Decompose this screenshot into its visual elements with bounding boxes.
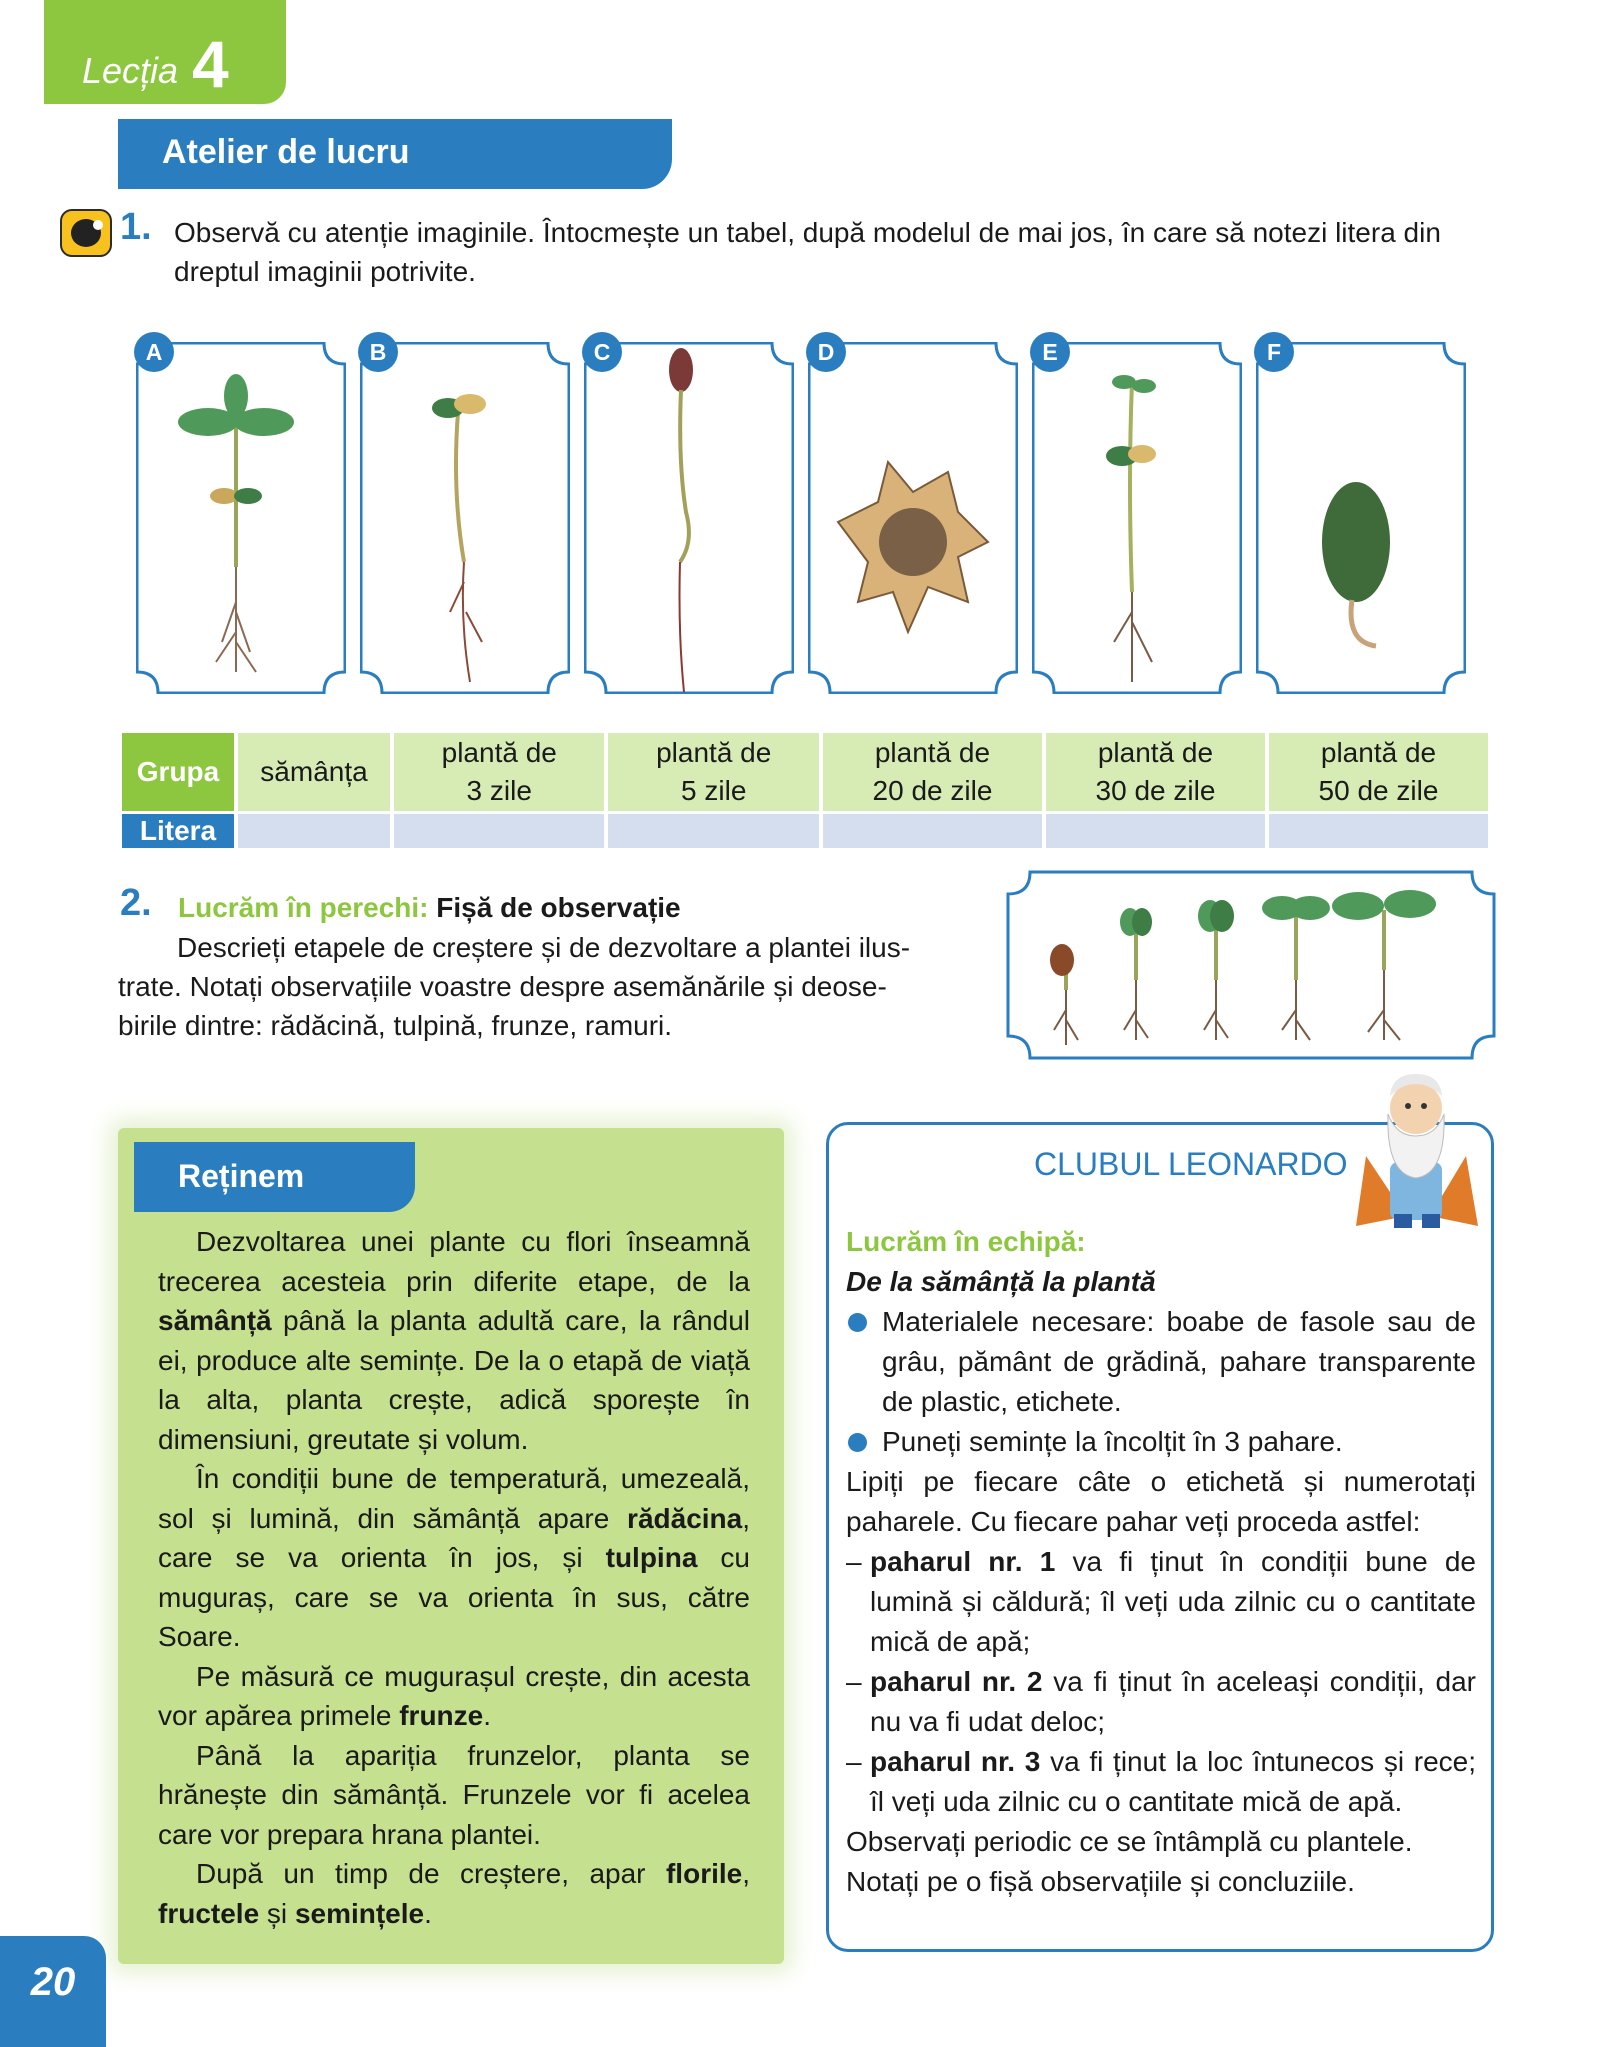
table-empty-cell[interactable] — [823, 814, 1042, 848]
table-cell: plantă de 5 zile — [608, 733, 818, 811]
seed-d — [808, 342, 1018, 694]
task2-number: 2. — [120, 882, 152, 924]
table-row — [122, 814, 1488, 848]
task2-heading — [178, 888, 681, 927]
card-label: B — [358, 332, 398, 372]
task2-line: birile dintre: rădăcină, tulpină, frunze, ramuri. — [118, 1010, 673, 1041]
card-a — [136, 339, 346, 694]
plant-seedling-a — [136, 342, 346, 694]
table-empty-cell[interactable] — [394, 814, 604, 848]
groups-table — [118, 730, 1492, 851]
club-title: CLUBUL LEONARDO — [1034, 1146, 1348, 1182]
table-cell: plantă de 50 de zile — [1269, 733, 1488, 811]
club-team-label: Lucrăm în echipă: — [846, 1226, 1086, 1257]
card-c — [584, 339, 794, 694]
section-title: Atelier de lucru — [118, 119, 672, 189]
table-header-group: Grupa — [122, 733, 234, 811]
paragraph: Până la apariția frunzelor, planta se hrănește din sămânță. Frunzele vor fi acelea care vor prepara hrana plantei. — [158, 1739, 750, 1850]
task2-line: trate. Notați observațiile voastre despre asemănările și deose- — [118, 971, 887, 1002]
writing-task-icon — [60, 209, 112, 257]
retinem-title: Reținem — [134, 1142, 415, 1212]
table-header-letter: Litera — [122, 814, 234, 848]
lesson-word: Lecția — [82, 50, 179, 91]
plant-seedling-b — [360, 342, 570, 694]
plant-seedling-c — [584, 342, 794, 694]
list-item: Puneți semințe la încolțit în 3 pahare. — [846, 1422, 1476, 1462]
table-row — [122, 733, 1488, 811]
club-text — [846, 1222, 1476, 1902]
retinem-text — [158, 1222, 750, 1933]
paragraph: În condiții bune de temperatură, umezeală, sol și lumină, din sămânță apare rădăcina, care se va orienta în jos, și tulpina cu muguraș, care se va orienta în sus, către Soare. — [158, 1463, 750, 1652]
leonardo-mascot-icon — [1346, 1066, 1486, 1234]
table-empty-cell[interactable] — [608, 814, 818, 848]
club-outro: Notați pe o fișă observațiile și concluziile. — [846, 1866, 1355, 1897]
table-cell: plantă de 20 de zile — [823, 733, 1042, 811]
task2-title: Fișă de observație — [436, 892, 681, 923]
growth-stages-image — [1006, 870, 1496, 1060]
table-empty-cell[interactable] — [238, 814, 390, 848]
list-item: – paharul nr. 1 va fi ținut în condiții bune de lumină și căldură; îl veți uda zilnic cu o cantitate mică de apă; — [846, 1542, 1476, 1662]
task1-text: Observă cu atenție imaginile. Întocmește un tabel, după modelul de mai jos, în care să notezi litera din dreptul imaginii potrivite. — [174, 217, 1441, 287]
card-d — [808, 339, 1018, 694]
page-number: 20 — [0, 1936, 106, 2047]
table-cell: plantă de 3 zile — [394, 733, 604, 811]
card-f — [1256, 339, 1466, 694]
card-label: A — [134, 332, 174, 372]
list-item: – paharul nr. 3 va fi ținut la loc întunecos și rece; îl veți uda zilnic cu o cantitate mică de apă. — [846, 1742, 1476, 1822]
lesson-tab — [44, 0, 286, 104]
table-cell: plantă de 30 de zile — [1046, 733, 1265, 811]
table-cell: sămânța — [238, 733, 390, 811]
list-item: Materialele necesare: boabe de fasole sau de grâu, pământ de grădină, pahare transparente de plastic, etichete. — [846, 1302, 1476, 1422]
card-label: F — [1254, 332, 1294, 372]
card-b — [360, 339, 570, 694]
card-label: C — [582, 332, 622, 372]
card-label: D — [806, 332, 846, 372]
task2-line: Descrieți etapele de creștere și de dezvoltare a plantei ilus- — [177, 932, 911, 963]
card-e — [1032, 339, 1242, 694]
task1-number: 1. — [120, 206, 152, 248]
club-intro: Lipiți pe fiecare câte o etichetă și numerotați paharele. Cu fiecare pahar veți proceda astfel: — [846, 1466, 1476, 1537]
lesson-number: 4 — [192, 27, 229, 101]
club-outro: Observați periodic ce se întâmplă cu plantele. — [846, 1826, 1413, 1857]
club-subtitle: De la sămânță la plantă — [846, 1266, 1156, 1297]
task2-label: Lucrăm în perechi: — [178, 892, 429, 923]
paragraph: Dezvoltarea unei plante cu flori înseamnă trecerea acesteia prin diferite etape, de la sămânță până la planta adultă care, la rândul ei, produce alte semințe. De la o etapă de viață la alta, planta crește, adică sporește în dimensiuni, greutate și volum. — [158, 1226, 750, 1455]
paragraph: Pe măsură ce mugurașul crește, din acesta vor apărea primele frunze. — [158, 1660, 750, 1731]
table-empty-cell[interactable] — [1046, 814, 1265, 848]
table-empty-cell[interactable] — [1269, 814, 1488, 848]
card-label: E — [1030, 332, 1070, 372]
seed-f — [1256, 342, 1466, 694]
paragraph: După un timp de creștere, apar florile, fructele și semințele. — [158, 1858, 750, 1929]
list-item: – paharul nr. 2 va fi ținut în aceleași condiții, dar nu va fi udat deloc; — [846, 1662, 1476, 1742]
plant-seedling-e — [1032, 342, 1242, 694]
